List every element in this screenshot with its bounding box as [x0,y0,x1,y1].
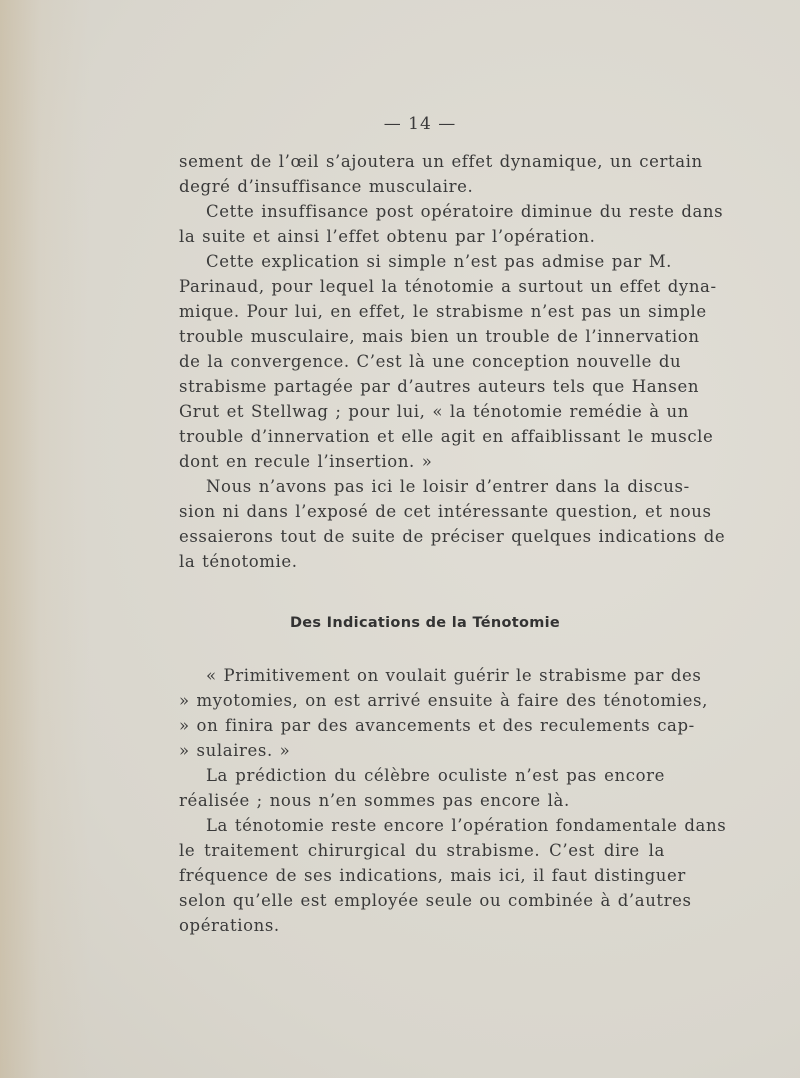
paragraph-4-line-2: sion ni dans l’exposé de cet intéressante question, et nous [179,502,712,521]
quote-line-2: » myotomies, on est arrivé ensuite à faire des ténotomies, [179,691,708,710]
paragraph-3-line-2: Parinaud, pour lequel la ténotomie a surtout un effet dyna- [179,277,717,296]
quote-line-1: « Primitivement on voulait guérir le strabisme par des [206,666,702,685]
paragraph-5-line-1: La prédiction du célèbre oculiste n’est pas encore [206,766,665,785]
paragraph-3-line-6: strabisme partagée par d’autres auteurs tels que Hansen [179,377,700,396]
paragraph-5-line-2: réalisée ; nous n’en sommes pas encore là. [179,791,570,810]
paragraph-3-line-8: trouble d’innervation et elle agit en affaiblissant le muscle [179,427,714,446]
paragraph-6-line-4: selon qu’elle est employée seule ou combinée à d’autres [179,891,692,910]
page-number: — 14 — [383,114,457,134]
paragraph-4-line-1: Nous n’avons pas ici le loisir d’entrer dans la discus- [206,477,690,496]
paragraph-2-line-1: Cette insuffisance post opératoire diminue du reste dans [206,202,724,221]
paragraph-6-line-1: La ténotomie reste encore l’opération fondamentale dans [206,816,727,835]
paragraph-3-line-1: Cette explication si simple n’est pas admise par M. [206,252,673,271]
paragraph-2-line-2: la suite et ainsi l’effet obtenu par l’opération. [179,227,596,246]
paragraph-1-line-2: degré d’insuffisance musculaire. [179,177,474,196]
paragraph-6-line-5: opérations. [179,916,280,935]
paragraph-6-line-3: fréquence de ses indications, mais ici, il faut distinguer [179,866,686,885]
paragraph-3-line-9: dont en recule l’insertion. » [179,452,433,471]
paragraph-4-line-3: essaierons tout de suite de préciser quelques indications de [179,527,726,546]
paragraph-6-line-2: le traitement chirurgical du strabisme. C’est dire la [179,841,665,860]
paragraph-3-line-3: mique. Pour lui, en effet, le strabisme n’est pas un simple [179,302,707,321]
paragraph-3-line-5: de la convergence. C’est là une conception nouvelle du [179,352,682,371]
paragraph-4-line-4: la ténotomie. [179,552,298,571]
paragraph-3-line-7: Grut et Stellwag ; pour lui, « la ténotomie remédie à un [179,402,689,421]
paragraph-1-line-1: sement de l’œil s’ajoutera un effet dynamique, un certain [179,152,703,171]
paragraph-3-line-4: trouble musculaire, mais bien un trouble de l’innervation [179,327,700,346]
quote-line-3: » on finira par des avancements et des reculements cap- [179,716,695,735]
quote-line-4: » sulaires. » [179,741,291,760]
section-heading: Des Indications de la Ténotomie [289,615,561,631]
